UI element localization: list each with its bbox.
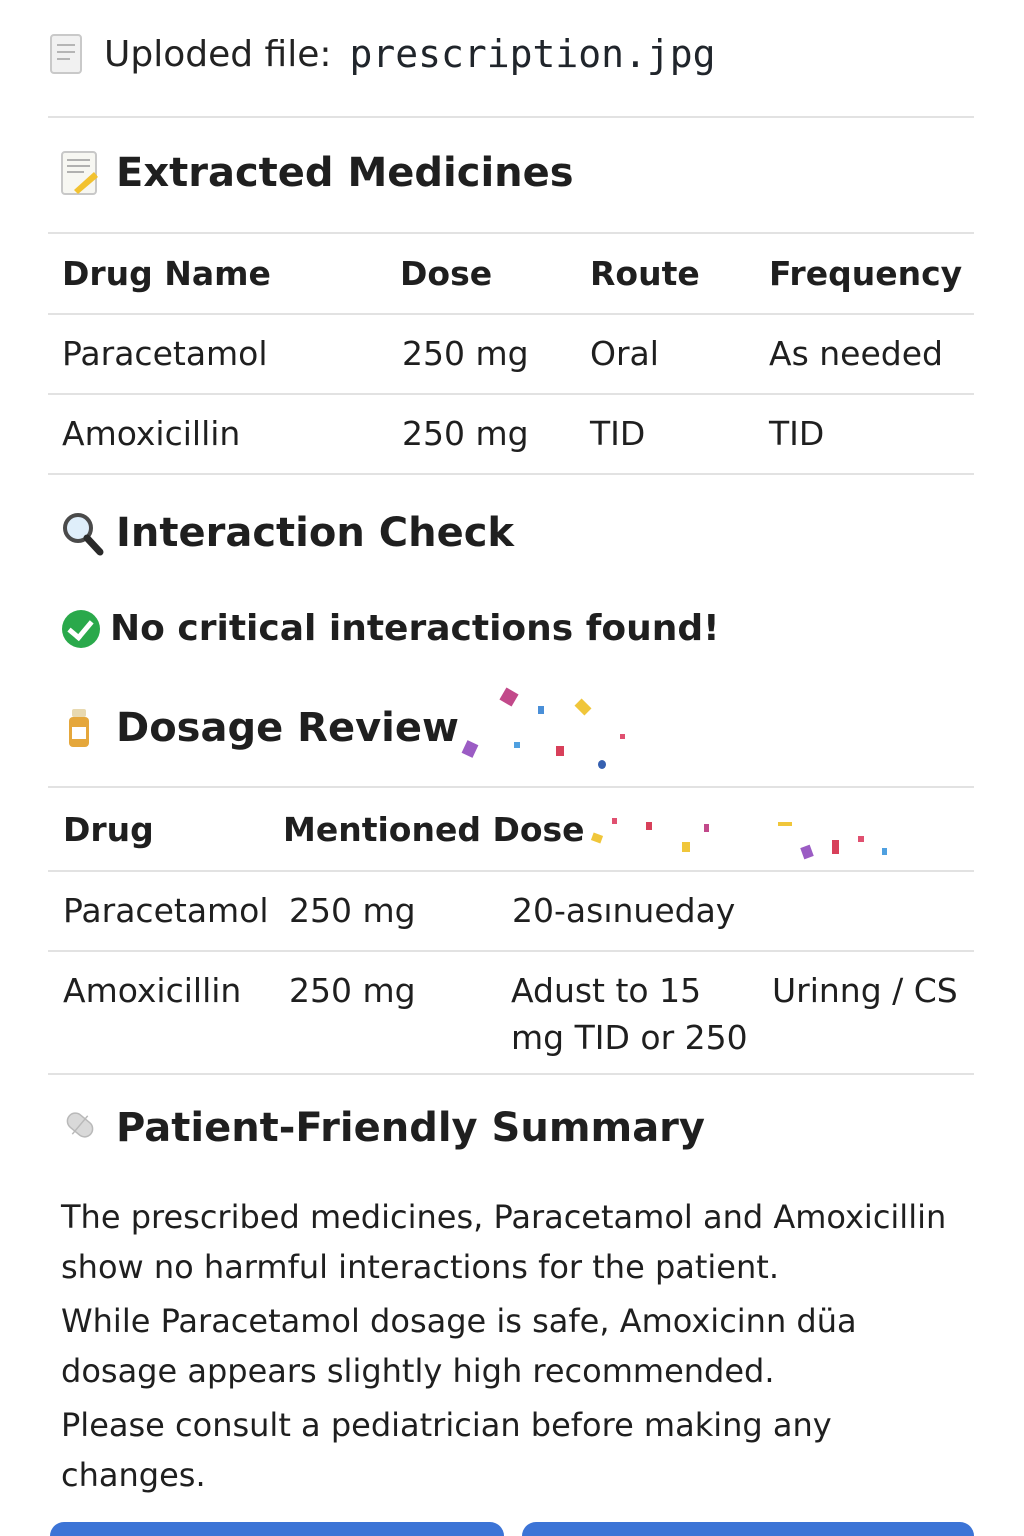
- column-header: Drug: [63, 810, 154, 849]
- confetti-piece: [462, 740, 479, 758]
- pill-icon: [60, 1105, 100, 1151]
- confetti-piece: [882, 848, 887, 855]
- divider: [48, 870, 974, 872]
- confetti-piece: [832, 840, 839, 854]
- table-cell: 250 mg: [402, 414, 529, 453]
- check-circle-icon: [62, 610, 100, 648]
- divider: [48, 232, 974, 234]
- confetti-piece: [612, 818, 617, 824]
- confetti-piece: [514, 742, 520, 748]
- uploaded-filename: prescription.jpg: [349, 32, 716, 76]
- confetti-piece: [591, 833, 603, 844]
- confetti-piece: [858, 836, 864, 842]
- primary-action-button[interactable]: [50, 1522, 504, 1536]
- column-header: Dose: [400, 254, 493, 293]
- table-cell: 250 mg: [402, 334, 529, 373]
- document-icon: [48, 32, 86, 76]
- column-header: Drug Name: [62, 254, 271, 293]
- divider: [48, 116, 974, 118]
- confetti-piece: [575, 699, 592, 716]
- interaction-status: [62, 608, 720, 649]
- confetti-piece: [538, 706, 544, 714]
- confetti-piece: [556, 746, 564, 756]
- table-cell: Oral: [590, 334, 659, 373]
- confetti-piece: [598, 760, 606, 769]
- section-title-dosage: [60, 705, 459, 751]
- divider: [48, 393, 974, 395]
- secondary-action-button[interactable]: [522, 1522, 974, 1536]
- prescription-note-icon: [60, 150, 100, 196]
- section-title-interaction: [60, 510, 514, 556]
- column-header: Mentioned Dose: [283, 810, 585, 849]
- table-cell: Amoxicillin: [63, 971, 242, 1010]
- confetti-piece: [704, 824, 709, 832]
- table-cell: Paracetamol: [62, 334, 268, 373]
- divider: [48, 950, 974, 952]
- table-cell: TID: [769, 414, 825, 453]
- summary-paragraph: While Paracetamol dosage is safe, Amoxicinn düa dosage appears slightly high recommended.: [61, 1302, 857, 1390]
- confetti-piece: [778, 822, 792, 826]
- medicine-bottle-icon: [60, 705, 100, 751]
- confetti-piece: [682, 842, 690, 852]
- divider: [48, 473, 974, 475]
- confetti-piece: [646, 822, 652, 830]
- divider: [48, 313, 974, 315]
- table-cell: Amoxicillin: [62, 414, 241, 453]
- divider: [48, 786, 974, 788]
- confetti-piece: [620, 734, 625, 739]
- table-cell: As needed: [769, 334, 943, 373]
- interaction-status-text: No critical interactions found!: [110, 608, 720, 649]
- section-title-extracted: [60, 150, 574, 196]
- section-title-summary: [60, 1105, 705, 1151]
- table-cell: TID: [590, 414, 646, 453]
- section-title-text: Dosage Review: [116, 705, 459, 751]
- table-cell: 250 mg: [289, 971, 416, 1010]
- summary-paragraph: Please consult a pediatrician before making any changes.: [61, 1406, 832, 1494]
- confetti-piece: [800, 845, 814, 860]
- confetti-piece: [499, 687, 518, 706]
- uploaded-file-label: Uploded file:: [104, 33, 332, 75]
- divider: [48, 1073, 974, 1075]
- table-cell: Urinng / CS: [772, 971, 958, 1010]
- table-cell: Adust to 15 mg TID or 250: [511, 971, 748, 1057]
- table-cell: 250 mg: [289, 891, 416, 930]
- column-header: Frequency: [769, 254, 963, 293]
- uploaded-file-header: [48, 22, 716, 86]
- section-title-text: Extracted Medicines: [116, 150, 574, 196]
- summary-paragraph: The prescribed medicines, Paracetamol and Amoxicillin show no harmful interactions for the patient.: [61, 1198, 947, 1286]
- table-cell: Paracetamol: [63, 891, 269, 930]
- section-title-text: Patient-Friendly Summary: [116, 1105, 705, 1151]
- column-header: Route: [590, 254, 700, 293]
- table-cell: 20-asınueday: [512, 891, 736, 930]
- section-title-text: Interaction Check: [116, 510, 515, 556]
- magnifier-icon: [60, 510, 100, 556]
